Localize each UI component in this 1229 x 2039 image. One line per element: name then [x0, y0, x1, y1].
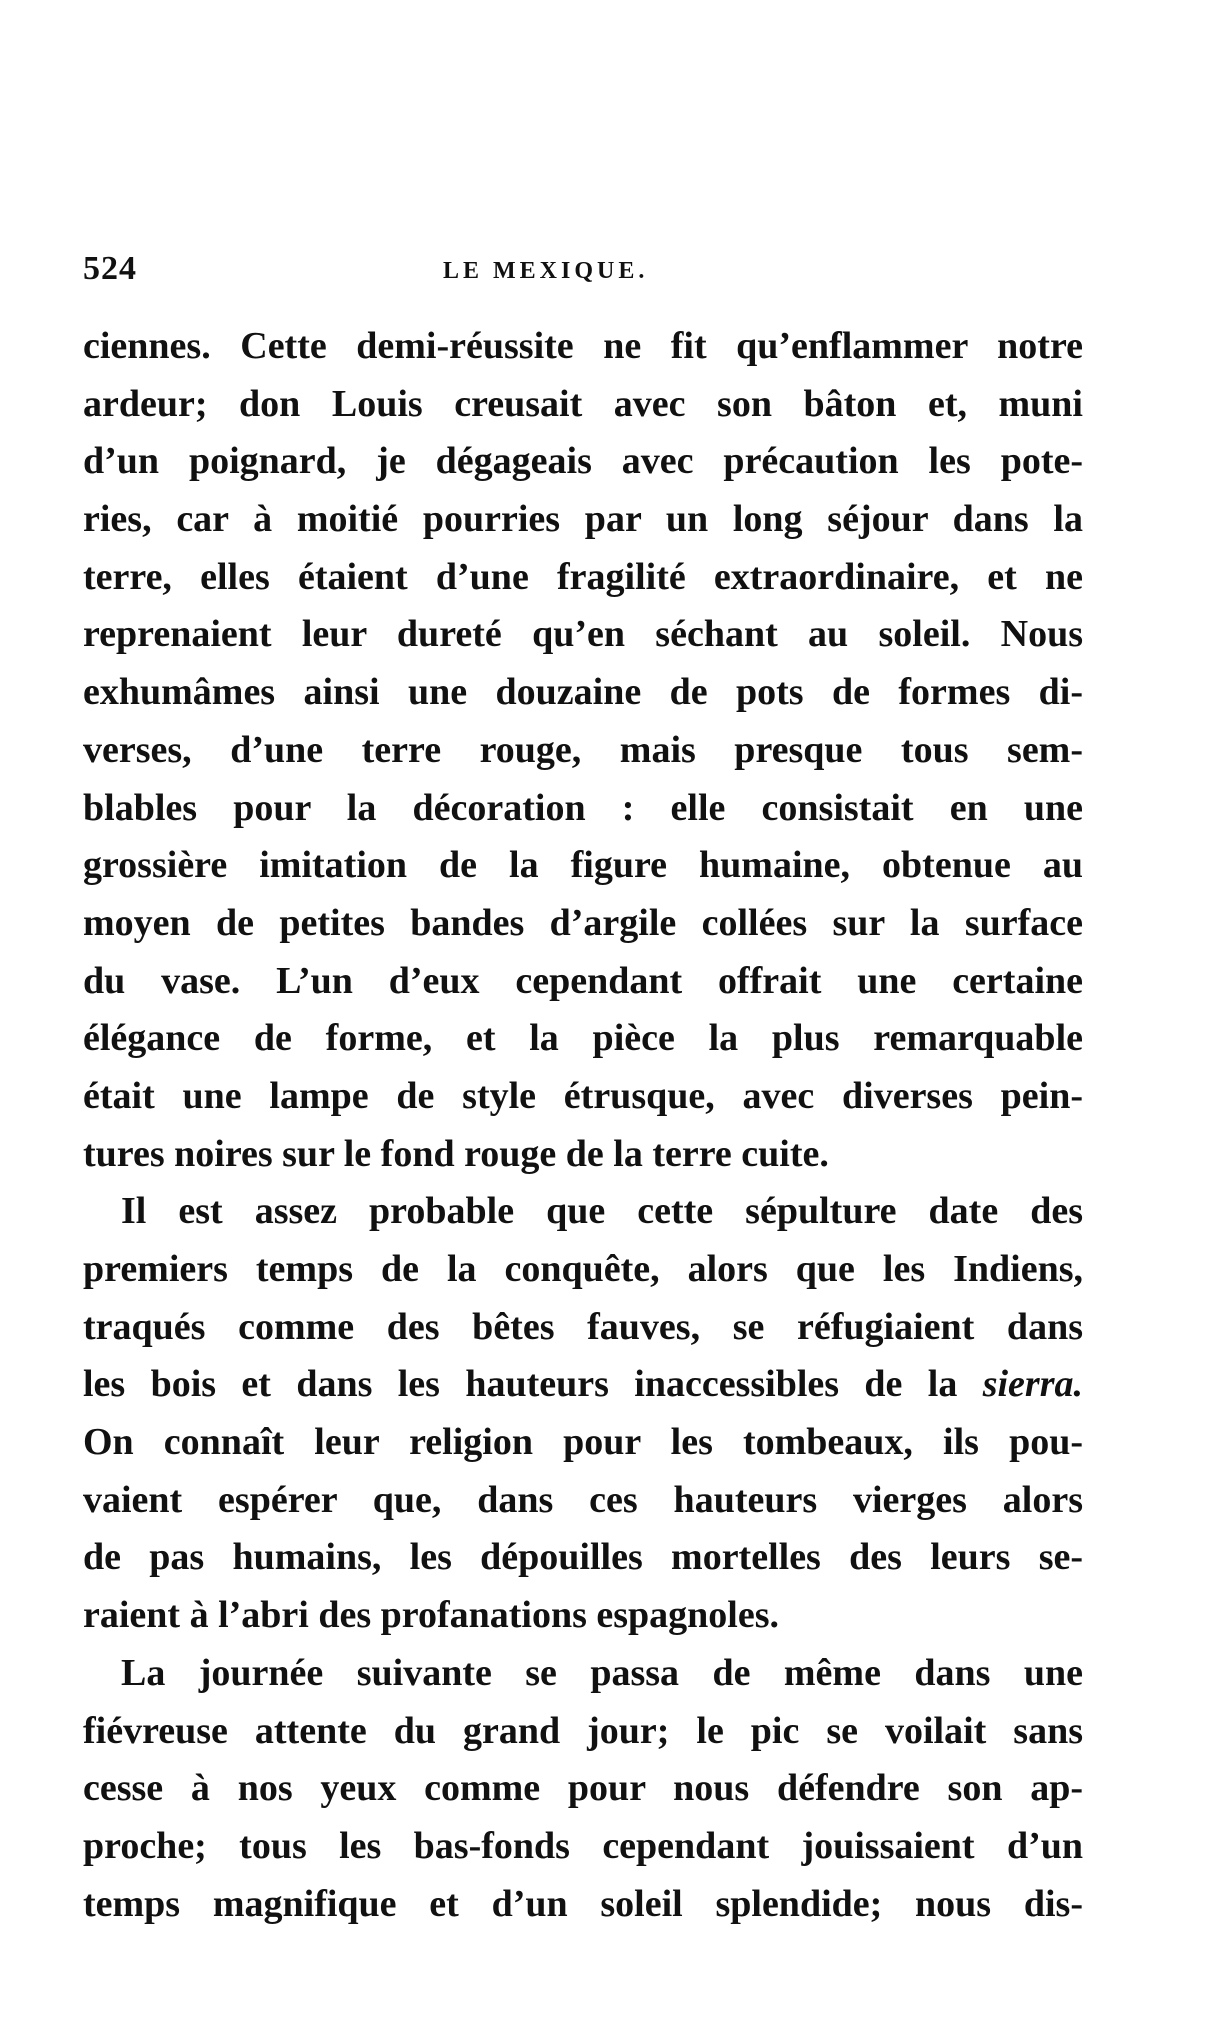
text-line — [83, 837, 1083, 895]
text-line — [83, 318, 1083, 376]
text-line-content: d’un poignard, je dégageais avec précaution les pote- — [83, 440, 1083, 483]
text-line-content: du vase. L’un d’eux cependant offrait une certaine — [83, 959, 1083, 1002]
text-line — [83, 1356, 1083, 1414]
text-line — [83, 1529, 1083, 1587]
text-line-content: reprenaient leur dureté qu’en séchant au soleil. Nous — [83, 613, 1083, 656]
text-line-content: exhumâmes ainsi une douzaine de pots de formes di- — [83, 671, 1083, 714]
text-line — [83, 1183, 1083, 1241]
text-line — [83, 1876, 1083, 1934]
page-header — [83, 250, 1083, 294]
text-line — [83, 722, 1083, 780]
text-line-content: La journée suivante se passa de même dans une — [121, 1651, 1083, 1694]
page-number: 524 — [83, 250, 137, 287]
text-line — [83, 1241, 1083, 1299]
text-line — [83, 1645, 1083, 1703]
text-line — [83, 549, 1083, 607]
text-line-content: cesse à nos yeux comme pour nous défendre son ap- — [83, 1767, 1083, 1810]
text-line — [83, 1472, 1083, 1530]
running-title: LE MEXIQUE. — [443, 258, 649, 284]
text-line-content: grossière imitation de la figure humaine, obtenue au — [83, 844, 1083, 887]
text-line-content: On connaît leur religion pour les tombeaux, ils pou- — [83, 1421, 1083, 1464]
text-line-content: moyen de petites bandes d’argile collées sur la surface — [83, 901, 1083, 944]
text-line — [83, 376, 1083, 434]
text-line-content: ardeur; don Louis creusait avec son bâton et, muni — [83, 382, 1083, 425]
text-line — [83, 780, 1083, 838]
text-line-content: traqués comme des bêtes fauves, se réfugiaient dans — [83, 1305, 1083, 1348]
text-line-content: verses, d’une terre rouge, mais presque tous sem- — [83, 728, 1083, 771]
page-body — [83, 318, 1083, 1933]
text-line-content: Il est assez probable que cette sépulture date des — [121, 1190, 1083, 1233]
text-line — [83, 1587, 1083, 1645]
text-line — [83, 664, 1083, 722]
text-line-content: terre, elles étaient d’une fragilité extraordinaire, et ne — [83, 555, 1083, 598]
text-line-content: tures noires sur le fond rouge de la terre cuite. — [83, 1132, 829, 1175]
text-line — [83, 606, 1083, 664]
text-line-content: fiévreuse attente du grand jour; le pic se voilait sans — [83, 1709, 1083, 1752]
italic-word: sierra. — [982, 1363, 1083, 1406]
text-line-content: proche; tous les bas-fonds cependant jouissaient d’un — [83, 1824, 1083, 1867]
text-line — [83, 1068, 1083, 1126]
text-line-content: les bois et dans les hauteurs inaccessibles de la — [83, 1363, 958, 1406]
text-line-content: raient à l’abri des profanations espagnoles. — [83, 1594, 780, 1637]
text-line — [83, 1299, 1083, 1357]
text-line — [83, 1818, 1083, 1876]
text-line — [83, 491, 1083, 549]
text-line-content: ries, car à moitié pourries par un long séjour dans la — [83, 498, 1083, 541]
text-line-content: de pas humains, les dépouilles mortelles des leurs se- — [83, 1536, 1083, 1579]
text-line — [83, 1126, 1083, 1184]
text-line — [83, 953, 1083, 1011]
text-line — [83, 895, 1083, 953]
text-line-content: blables pour la décoration : elle consistait en une — [83, 786, 1083, 829]
text-line-content: élégance de forme, et la pièce la plus remarquable — [83, 1017, 1083, 1060]
text-line — [83, 1760, 1083, 1818]
text-line — [83, 433, 1083, 491]
text-line-content: était une lampe de style étrusque, avec diverses pein- — [83, 1074, 1083, 1117]
text-line-content: premiers temps de la conquête, alors que les Indiens, — [83, 1248, 1083, 1290]
text-line — [83, 1010, 1083, 1068]
text-line — [83, 1414, 1083, 1472]
text-line-content: ciennes. Cette demi-réussite ne fit qu’enflammer notre — [83, 325, 1083, 367]
text-line-content: temps magnifique et d’un soleil splendide; nous dis- — [83, 1882, 1083, 1925]
text-line — [83, 1703, 1083, 1761]
text-line-content: vaient espérer que, dans ces hauteurs vierges alors — [83, 1478, 1083, 1521]
